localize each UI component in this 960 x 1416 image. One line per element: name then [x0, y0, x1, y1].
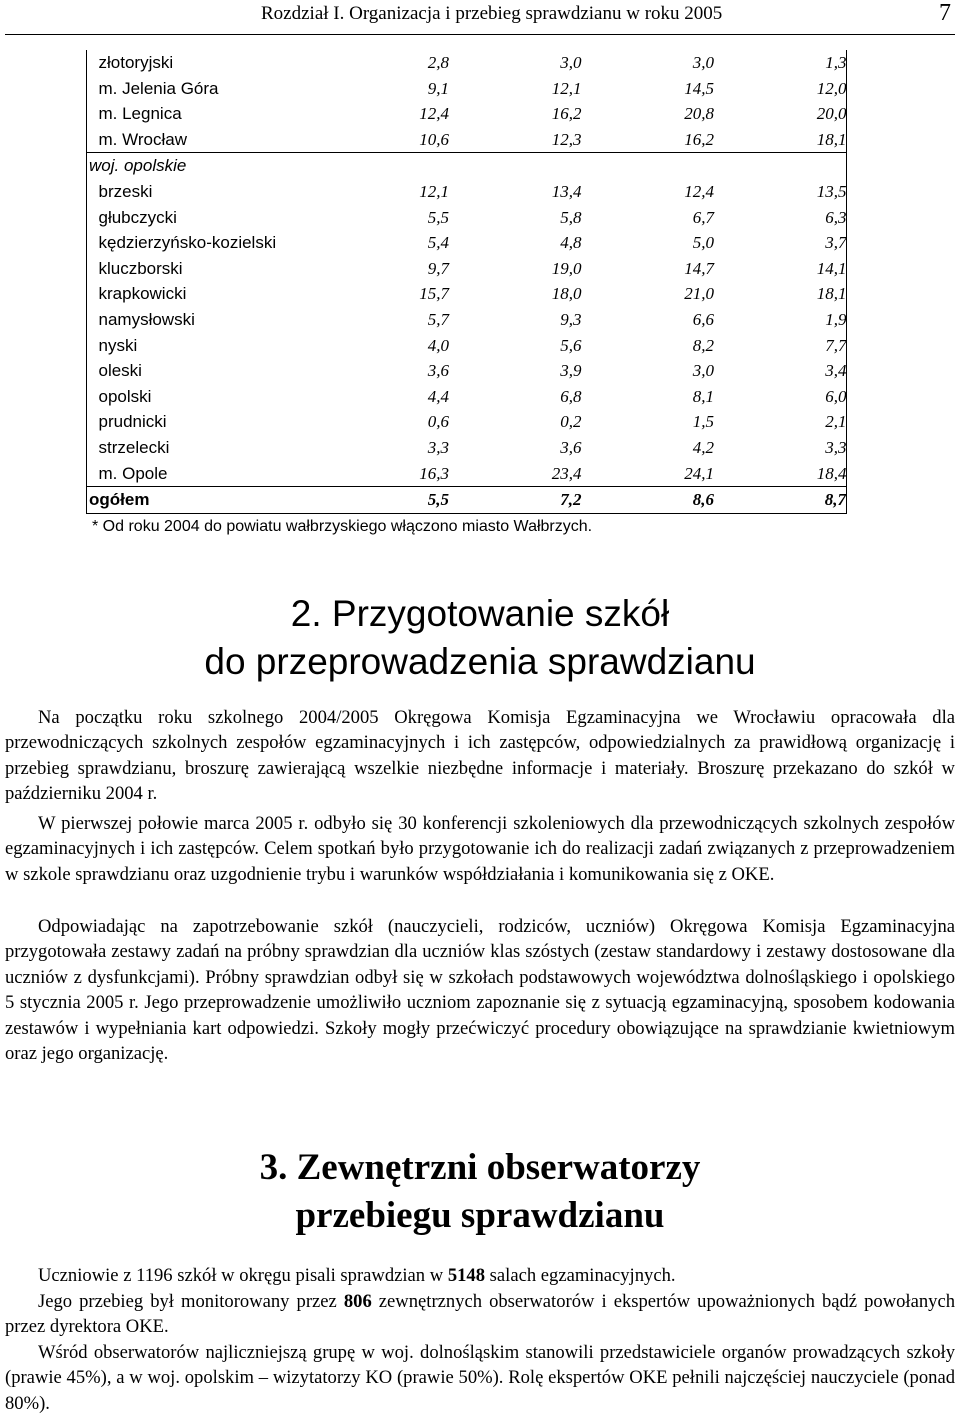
row-label: głubczycki: [98, 207, 177, 227]
value-cell: 3,9: [560, 361, 582, 381]
value-cell: 14,1: [816, 258, 847, 278]
row-label: m. Wrocław: [98, 129, 187, 149]
value-cell: 8,2: [692, 335, 714, 355]
value-cell: 0,6: [427, 412, 449, 432]
value-cell: 5,8: [560, 207, 582, 227]
value-cell: [714, 153, 847, 179]
value-cell: 0,2: [560, 412, 582, 432]
value-cell: 3,3: [825, 437, 847, 457]
value-cell: 6,3: [825, 207, 847, 227]
row-label: ogółem: [87, 487, 317, 514]
value-cell: 3,0: [692, 361, 714, 381]
row-label: namysłowski: [98, 309, 195, 329]
table-footnote: * Od roku 2004 do powiatu wałbrzyskiego włączono miasto Wałbrzych.: [92, 518, 593, 535]
value-cell: 16,2: [551, 104, 582, 124]
value-cell: 9,1: [427, 78, 449, 98]
table-row: [87, 256, 847, 282]
value-cell: 1,5: [692, 412, 714, 432]
value-cell: 12,0: [816, 78, 847, 98]
table-row: [87, 461, 847, 487]
section-2-title-line1: 2. Przygotowanie szkół: [290, 593, 670, 634]
row-label: oleski: [98, 361, 142, 381]
value-cell: [449, 153, 582, 179]
value-cell: 8,7: [714, 487, 847, 514]
table-row: [87, 205, 847, 231]
row-label: m. Opole: [98, 463, 168, 483]
row-label: opolski: [98, 386, 152, 406]
value-cell: 12,4: [684, 181, 714, 201]
table-total-row: [87, 487, 847, 514]
value-cell: 6,7: [692, 207, 714, 227]
value-cell: 12,1: [551, 78, 582, 98]
value-cell: 8,1: [692, 386, 714, 406]
value-cell: 2,1: [825, 412, 847, 432]
value-cell: 9,3: [560, 309, 582, 329]
table-row: [87, 358, 847, 384]
page-number: 7: [939, 0, 951, 26]
value-cell: 18,4: [816, 463, 847, 483]
value-cell: 20,8: [684, 104, 714, 124]
value-cell: 1,3: [825, 53, 847, 72]
table-row: [87, 76, 847, 102]
table-row: [87, 179, 847, 205]
value-cell: 3,0: [692, 53, 714, 72]
section-3-paragraph-1: [5, 1263, 955, 1288]
value-cell: 12,3: [551, 129, 582, 149]
table-row: [87, 409, 847, 435]
section-3-paragraph-2: [5, 1289, 955, 1340]
observers-count: 806: [343, 1291, 372, 1312]
row-label: m. Legnica: [98, 104, 182, 124]
value-cell: 5,5: [317, 487, 450, 514]
chapter-title: Rozdział I. Organizacja i przebieg sprawdzianu w roku 2005: [261, 3, 723, 24]
row-label: m. Jelenia Góra: [98, 78, 219, 98]
value-cell: 3,4: [825, 361, 847, 381]
row-label: kędzierzyńsko-kozielski: [98, 233, 277, 253]
table-group-row: [87, 153, 847, 179]
section-3-p2-text-c: zewnętrznych obserwatorów i ekspertów upoważnionych bądź powołanych przez dyrektora OKE.: [5, 1291, 955, 1338]
value-cell: 9,7: [427, 258, 449, 278]
value-cell: 10,6: [419, 129, 449, 149]
table-row: [87, 230, 847, 256]
row-label: prudnicki: [98, 412, 167, 432]
value-cell: 16,3: [419, 463, 449, 483]
row-label: kluczborski: [98, 258, 183, 278]
table-row: [87, 333, 847, 359]
row-label: nyski: [98, 335, 138, 355]
value-cell: [582, 153, 715, 179]
value-cell: [317, 153, 450, 179]
row-label: brzeski: [98, 181, 153, 201]
section-3-paragraph-3: Wśród obserwatorów najliczniejszą grupę w woj. dolnośląskim stanowili przedstawiciele organów prowadzących szkoły (prawie 45%), a w woj. opolskim – wizytatorzy KO (prawie 50%). Rolę ekspertów OKE pełnili najczęściej nauczyciele (ponad 80%).: [5, 1342, 955, 1414]
section-2-paragraph-1: Na początku roku szkolnego 2004/2005 Okręgowa Komisja Egzaminacyjna we Wrocławiu opracowała dla przewodniczących szkolnych zespołów egzaminacyjnych i ich zastępców, odpowiedzialnych za prawidłową organizację i przebieg sprawdzianu, broszurę zawierającą wszelkie niezbędne informacje i materiały. Broszurę przekazano do szkół w październiku 2004 r.: [5, 707, 955, 805]
value-cell: 14,7: [684, 258, 714, 278]
value-cell: 18,1: [816, 129, 847, 149]
value-cell: 20,0: [816, 104, 847, 124]
row-label: woj. opolskie: [87, 153, 317, 179]
rooms-count: 5148: [447, 1265, 486, 1286]
table-row: [87, 50, 847, 76]
section-2-title: [0, 590, 960, 686]
value-cell: 4,4: [427, 386, 449, 406]
section-2-paragraph-3: Odpowiadając na zapotrzebowanie szkół (nauczycieli, rodziców, uczniów) Okręgowa Komisja Egzaminacyjna przygotowała zestawy zadań na próbny sprawdzian dla uczniów klas szóstych (zestaw standardowy i zestawy dostosowane dla uczniów z dysfunkcjami). Próbny sprawdzian odbył się w szkołach podstawowych województwa dolnośląskiego i opolskiego 5 stycznia 2005 r. Jego przeprowadzenie umożliwiło uczniom zapoznanie się z sytuacją egzaminacyjną, sposobem kodowania zestawów i wypełniania kart odpowiedzi. Szkoły mogły przećwiczyć procedury obowiązujące na sprawdzianie kwietniowym oraz jego organizację.: [5, 916, 955, 1065]
statistics-table: [86, 50, 847, 514]
value-cell: 6,8: [560, 386, 582, 406]
value-cell: 13,5: [816, 181, 847, 201]
table-row: [87, 435, 847, 461]
value-cell: 6,0: [825, 386, 847, 406]
section-3-title: [0, 1144, 960, 1240]
value-cell: 8,6: [582, 487, 715, 514]
value-cell: 5,6: [560, 335, 582, 355]
value-cell: 13,4: [551, 181, 582, 201]
section-3-p1-text-c: salach egzaminacyjnych.: [485, 1265, 676, 1286]
value-cell: 23,4: [551, 463, 582, 483]
table-row: [87, 281, 847, 307]
value-cell: 16,2: [684, 129, 714, 149]
value-cell: 5,4: [427, 233, 449, 253]
value-cell: 19,0: [551, 258, 582, 278]
value-cell: 3,3: [427, 437, 449, 457]
value-cell: 15,7: [419, 284, 449, 304]
section-2-paragraph-2: W pierwszej połowie marca 2005 r. odbyło się 30 konferencji szkoleniowych dla przewodniczących szkolnych zespołów egzaminacyjnych i ich zastępców. Celem spotkań było przygotowanie ich do realizacji zadań związanych z przeprowadzeniem w szkole sprawdzianu oraz uzgodnienie trybu i warunków współdziałania i komunikowania się z OKE.: [5, 813, 955, 885]
value-cell: 7,2: [449, 487, 582, 514]
value-cell: 3,6: [560, 437, 582, 457]
value-cell: 3,0: [560, 53, 582, 72]
value-cell: 12,4: [419, 104, 449, 124]
value-cell: 4,2: [692, 437, 714, 457]
row-label: złotoryjski: [98, 53, 174, 72]
section-3-p1-text-a: Uczniowie z 1196 szkół w okręgu pisali sprawdzian w: [38, 1265, 448, 1286]
table-row: [87, 127, 847, 153]
table-row: [87, 101, 847, 127]
row-label: strzelecki: [98, 437, 170, 457]
section-3-p2-text-a: Jego przebieg był monitorowany przez: [38, 1291, 344, 1312]
value-cell: 12,1: [419, 181, 449, 201]
section-3-title-line2: przebiegu sprawdzianu: [295, 1195, 665, 1236]
table-row: [87, 307, 847, 333]
value-cell: 5,7: [427, 309, 449, 329]
running-header: [5, 0, 955, 35]
value-cell: 21,0: [684, 284, 714, 304]
value-cell: 7,7: [825, 335, 847, 355]
value-cell: 5,0: [692, 233, 714, 253]
section-2-title-line2: do przeprowadzenia sprawdzianu: [204, 641, 756, 682]
value-cell: 18,0: [551, 284, 582, 304]
value-cell: 1,9: [825, 309, 847, 329]
value-cell: 24,1: [684, 463, 714, 483]
value-cell: 2,8: [427, 53, 449, 72]
section-3-title-line1: 3. Zewnętrzni obserwatorzy: [259, 1147, 701, 1188]
table-row: [87, 384, 847, 410]
value-cell: 14,5: [684, 78, 714, 98]
value-cell: 18,1: [816, 284, 847, 304]
value-cell: 4,0: [427, 335, 449, 355]
value-cell: 5,5: [427, 207, 449, 227]
value-cell: 3,7: [825, 233, 847, 253]
value-cell: 6,6: [692, 309, 714, 329]
row-label: krapkowicki: [98, 284, 187, 304]
value-cell: 3,6: [427, 361, 449, 381]
value-cell: 4,8: [560, 233, 582, 253]
